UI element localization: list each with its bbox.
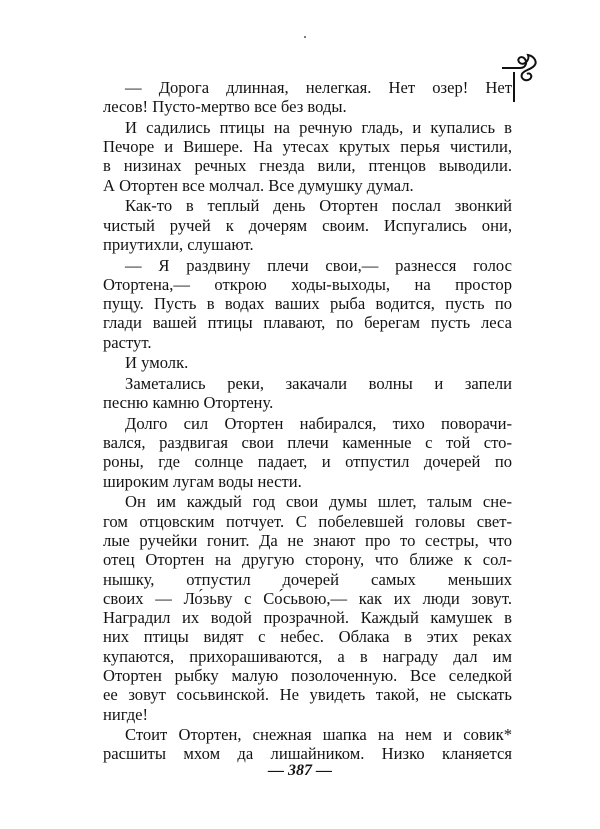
text-line: пущу. Пусть в водах ваших рыба водится, пусть по — [103, 294, 512, 314]
text-line: растут. — [103, 332, 152, 352]
text-line: в низинах речных гнезда вили, птенцов выводили. — [103, 156, 512, 176]
text-line: лесов! Пусто-мертво все без воды. — [103, 97, 347, 117]
text-line: песню камню Отортену. — [103, 393, 274, 413]
text-line: Стоит Отортен, снежная шапка на нем и совик* — [125, 725, 512, 745]
paragraph — [103, 374, 512, 413]
text-line: них птицы видят с небес. Облака в этих реках — [103, 627, 512, 647]
text-line: И умолк. — [125, 353, 189, 373]
text-line: купаются, прихорашиваются, а в награду дал им — [103, 646, 512, 666]
text-line: чистый ручей к дочерям своим. Испугались они, — [103, 215, 512, 235]
text-line: отец Отортен на другую сторону, что ближе к сол- — [103, 550, 512, 570]
text-line: И садились птицы на речную гладь, и купались в — [125, 117, 512, 137]
paragraph — [103, 196, 512, 254]
paragraph — [103, 118, 512, 195]
text-line: лые ручейки гонит. Да не знают про то сестры, что — [103, 530, 512, 550]
text-line: нигде! — [103, 704, 149, 724]
text-line: Заметались реки, закачали волны и запели — [125, 373, 512, 393]
text-line: приутихли, слушают. — [103, 234, 254, 254]
paragraph — [103, 492, 512, 724]
text-line: глади вашей птицы плавают, по берегам пусть леса — [103, 313, 512, 333]
text-line: А Отортен все молчал. Все думушку думал. — [103, 175, 414, 195]
paragraph — [103, 414, 512, 491]
text-line: ее зовут сосьвинской. Не увидеть такой, не сыскать — [103, 685, 512, 705]
paragraph — [103, 78, 512, 117]
text-line: своих — Ло́зьву с Со́сьвою,— как их люди зовут. — [103, 588, 512, 608]
text-line: вался, раздвигая свои плечи каменные с той сто- — [103, 433, 512, 453]
scan-speck — [304, 36, 306, 38]
text-line: Как-то в теплый день Отортен послал звонкий — [125, 196, 512, 216]
text-line: — Я раздвину плечи свои,— разнесся голос — [125, 255, 512, 275]
text-line: Долго сил Отортен набирался, тихо поворачи- — [125, 413, 512, 433]
text-line: — Дорога длинная, нелегкая. Нет озер! Нет — [125, 78, 512, 97]
text-line: Он им каждый год свои думы шлет, талым сне- — [125, 492, 512, 512]
text-line: гом отцовским потчует. С побелевшей головы свет- — [103, 511, 512, 531]
page-number: — 387 — — [268, 762, 332, 779]
text-line: роны, где солнце падает, и отпустил дочерей по — [103, 452, 512, 472]
text-line: Печоре и Вишере. На утесах крутых перья чистили, — [103, 137, 512, 157]
paragraph — [103, 353, 512, 372]
text-line: нышку, отпустил дочерей самых меньших — [103, 569, 512, 589]
book-text — [103, 78, 512, 765]
text-line: широким лугам воды нести. — [103, 471, 302, 491]
paragraph — [103, 725, 512, 764]
paragraph — [103, 256, 512, 352]
text-line: Наградил их водой прозрачной. Каждый камушек в — [103, 608, 512, 628]
text-line: Отортена,— открою ходы-выходы, на простор — [103, 274, 512, 294]
text-line: Отортен рыбку малую позолоченную. Все селедкой — [103, 665, 512, 685]
text-line: расшиты мхом да лишайником. Низко кланяется — [103, 744, 512, 764]
